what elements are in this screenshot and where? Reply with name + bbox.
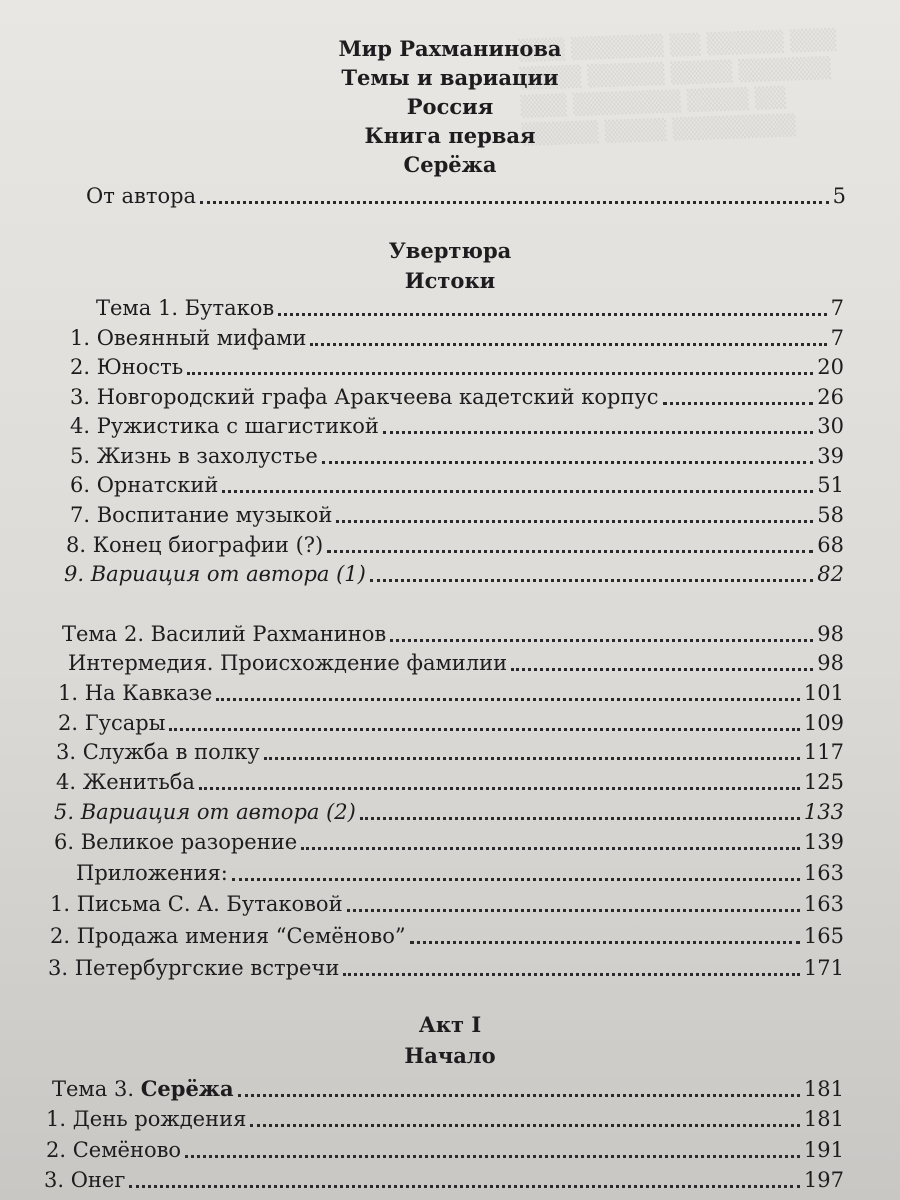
toc-entry-page: 191 [803,1138,844,1162]
toc-entry-theme-1[interactable] [96,292,844,322]
toc-entry-title: Тема 3. Серёжа [52,1076,234,1101]
toc-entry-page: 181 [803,1077,844,1101]
dot-leader [222,489,813,493]
toc-entry-page: 5 [832,184,846,208]
toc-entry-title: 7. Воспитание музыкой [70,503,333,527]
dot-leader [310,342,826,346]
toc-entry-page: 163 [803,892,844,916]
volume-title: Россия [406,94,494,119]
toc-entry-page: 109 [803,711,844,735]
toc-entry-title: 3. Новгородский графа Аракчеева кадетский корпус [70,385,659,409]
dot-leader [511,667,813,671]
toc-entry-page: 125 [803,770,844,794]
toc-entry-theme-2[interactable] [62,618,844,648]
toc-entry-1-9[interactable] [64,558,844,588]
toc-entry-page: 171 [803,956,844,980]
toc-entry-title: 3. Онег [44,1168,126,1192]
toc-entry-2-6[interactable] [54,826,844,856]
toc-entry-title: 6. Великое разорение [54,830,298,854]
toc-entry-2-1[interactable] [58,677,844,707]
toc-entry-title: Приложения: [76,861,228,885]
toc-entry-page: 98 [817,622,844,646]
toc-entry-title: 6. Орнатский [70,473,219,497]
dot-leader [301,846,800,850]
toc-entry-page: 7 [830,326,844,350]
toc-entry-2-5[interactable] [54,796,844,826]
toc-entry-1-2[interactable] [70,351,844,381]
toc-entry-1-3[interactable] [70,381,844,411]
toc-entry-1-7[interactable] [70,499,844,529]
dot-leader [169,727,799,731]
dot-leader [343,972,800,976]
toc-entry-page: 20 [817,355,844,379]
toc-entry-intermedia[interactable] [68,647,844,677]
dot-leader [322,460,814,464]
dot-leader [200,200,829,204]
dot-leader [250,1123,800,1127]
toc-entry-page: 68 [817,533,844,557]
toc-entry-appendix-1[interactable] [50,888,844,918]
toc-entry-title: 5. Жизнь в захолустье [70,444,318,468]
dot-leader [360,816,800,820]
toc-entry-page: 181 [803,1107,844,1131]
toc-entry-title: 1. На Кавказе [58,681,213,705]
toc-entry-title: 9. Вариация от автора (1) [64,562,366,586]
toc-entry-2-2[interactable] [58,707,844,737]
toc-entry-title: 2. Гусары [58,711,166,735]
book-title: Серёжа [403,152,497,177]
toc-entry-title: 1. Овеянный мифами [70,326,307,350]
section-subtitle-overture: Истоки [404,268,496,293]
toc-entry-author-note[interactable] [86,180,846,210]
dot-leader [663,401,814,405]
toc-entry-title: 4. Женитьба [56,770,195,794]
toc-entry-title: Тема 1. Бутаков [96,296,275,320]
toc-entry-title: Тема 2. Василий Рахманинов [62,622,387,646]
toc-entry-page: 26 [817,385,844,409]
toc-entry-title: Интермедия. Происхождение фамилии [68,651,508,675]
toc-entry-3-1[interactable] [46,1103,844,1133]
toc-entry-page: 58 [817,503,844,527]
bleed-through-text: ▒▒▒ ▒▒▒▒▒▒ ▒▒ ▒▒▒▒▒ ▒▒▒ ▒▒▒▒ ▒▒▒▒▒ ▒▒▒▒ ▒▒▒▒▒▒ ▒▒▒ ▒▒▒▒▒▒▒ ▒▒▒▒ ▒▒ ▒▒▒▒▒ ▒▒▒▒ ▒▒▒▒▒▒▒▒ [518,27,837,147]
dot-leader [347,908,800,912]
dot-leader [410,940,800,944]
section-title-overture: Увертюра [388,238,512,263]
toc-entry-3-2[interactable] [46,1134,844,1164]
toc-entry-title: 8. Конец биографии (?) [66,533,324,557]
toc-entry-page: 82 [817,562,844,586]
toc-entry-title: 2. Юность [70,355,184,379]
toc-entry-page: 30 [817,414,844,438]
dot-leader [199,786,800,790]
toc-entry-page: 163 [803,861,844,885]
toc-entry-page: 98 [817,651,844,675]
section-title-act-1: Акт I [418,1012,482,1037]
toc-entry-1-1[interactable] [70,322,844,352]
toc-entry-title: 4. Ружистика с шагистикой [70,414,379,438]
toc-entry-title-emphasis: Серёжа [140,1076,234,1101]
toc-entry-theme-3[interactable] [52,1073,844,1103]
toc-entry-title: 1. День рождения [46,1107,247,1131]
book-number: Книга первая [364,123,536,148]
toc-entry-title: 3. Служба в полку [56,740,260,764]
dot-leader [278,312,826,316]
toc-entry-2-4[interactable] [56,766,844,796]
dot-leader [370,578,813,582]
toc-entry-1-5[interactable] [70,440,844,470]
toc-entry-1-6[interactable] [70,469,844,499]
toc-entry-page: 7 [830,296,844,320]
toc-entry-page: 101 [803,681,844,705]
dot-leader [390,638,813,642]
toc-entry-page: 165 [803,924,844,948]
toc-entry-title: От автора [86,184,197,208]
toc-entry-title: 2. Продажа имения “Семёново” [50,924,406,948]
toc-entry-appendix-3[interactable] [48,952,844,982]
toc-entry-page: 139 [803,830,844,854]
dot-leader [187,371,813,375]
toc-entry-1-4[interactable] [70,410,844,440]
dot-leader [129,1184,800,1188]
toc-entry-page: 197 [803,1168,844,1192]
toc-entry-page: 133 [803,800,844,824]
toc-entry-3-3[interactable] [44,1164,844,1194]
toc-entry-2-3[interactable] [56,736,844,766]
toc-entry-page: 39 [817,444,844,468]
dot-leader [185,1154,800,1158]
dot-leader [336,519,813,523]
dot-leader [232,877,800,881]
toc-entry-page: 51 [817,473,844,497]
dot-leader [383,430,813,434]
dot-leader [264,756,800,760]
toc-entry-1-8[interactable] [66,529,844,559]
dot-leader [238,1093,800,1097]
series-subtitle: Темы и вариации [341,65,559,90]
toc-entry-page: 117 [803,740,844,764]
toc-entry-appendix-2[interactable] [50,920,844,950]
dot-leader [216,697,800,701]
series-title: Мир Рахманинова [338,36,562,61]
toc-entry-title: 5. Вариация от автора (2) [54,800,356,824]
toc-entry-title: 1. Письма С. А. Бутаковой [50,892,343,916]
toc-entry-title: 2. Семёново [46,1138,182,1162]
dot-leader [327,549,813,553]
section-subtitle-act-1: Начало [404,1043,496,1068]
toc-entry-appendices[interactable] [76,857,844,887]
toc-entry-title: 3. Петербургские встречи [48,956,340,980]
